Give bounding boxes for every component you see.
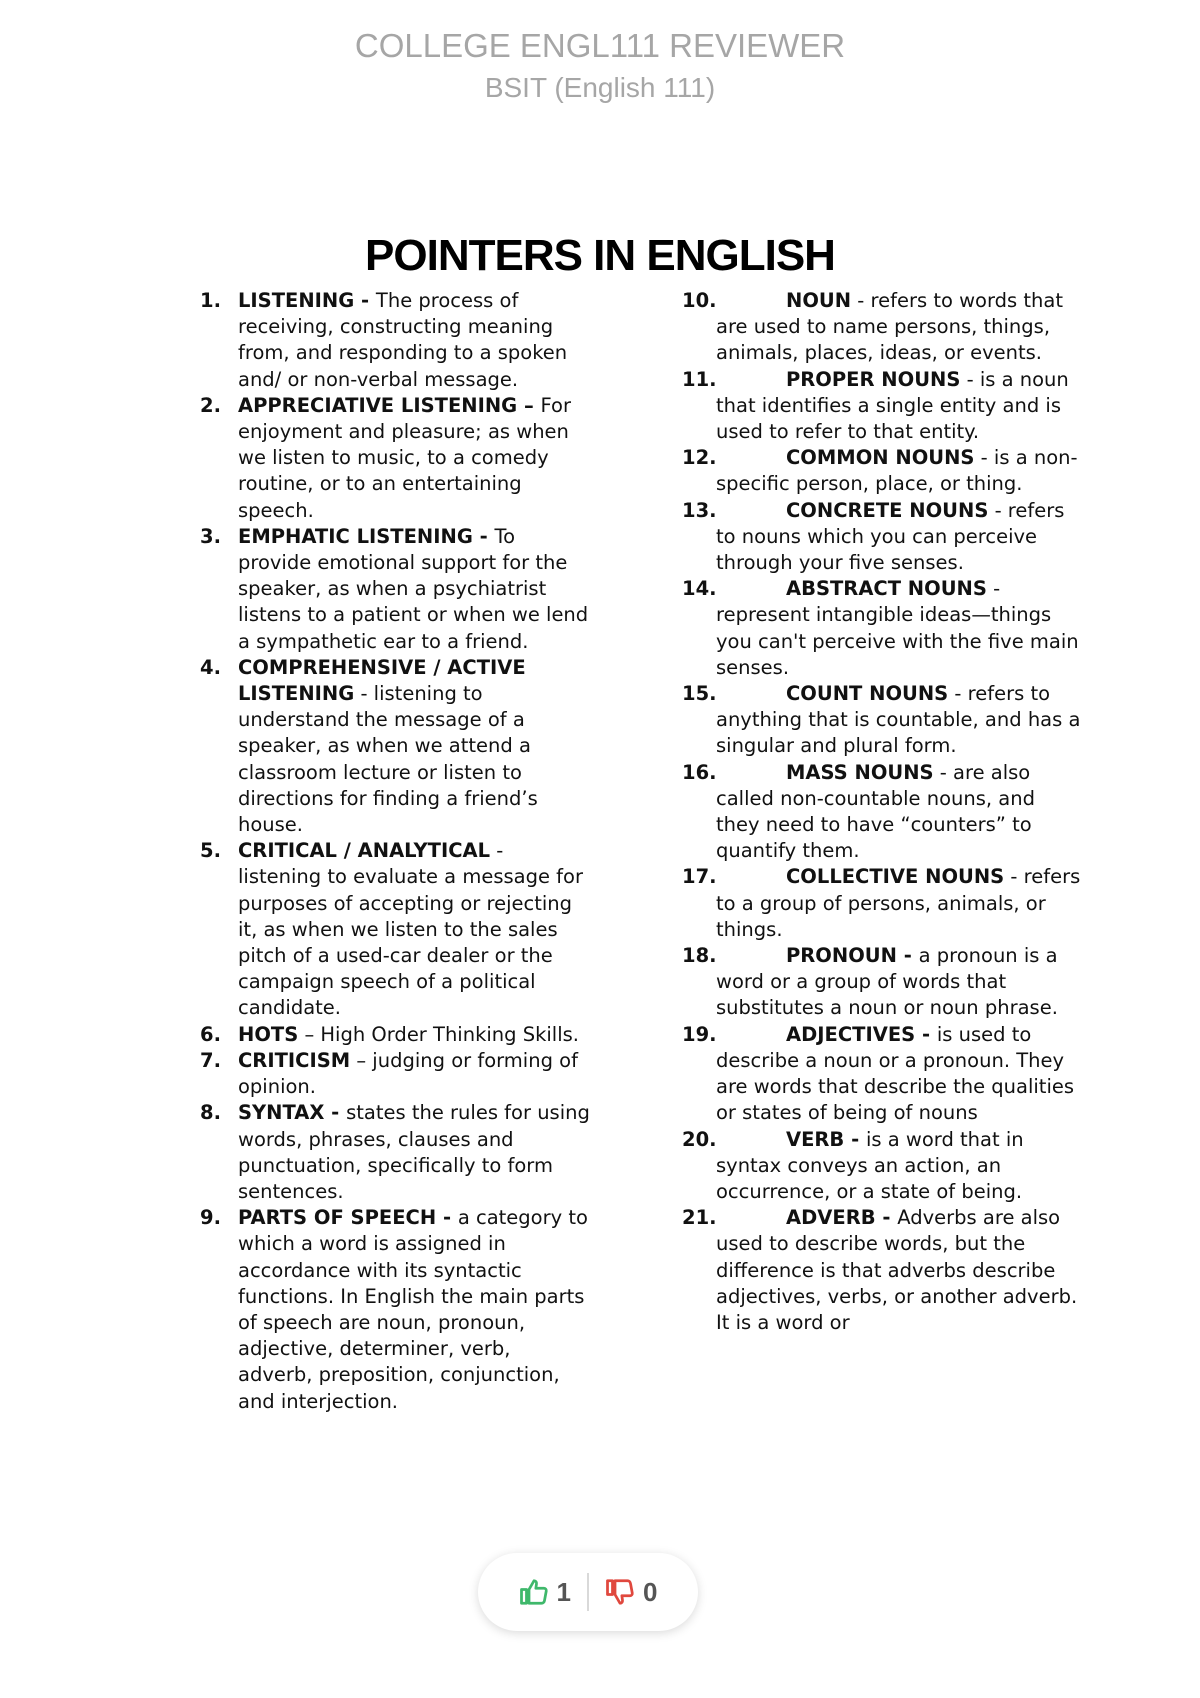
list-item-term: VERB - (786, 1127, 866, 1151)
left-column (200, 288, 590, 1415)
list-item-number: 13. (682, 498, 717, 522)
list-item-number: 15. (682, 682, 717, 706)
vote-bar (478, 1553, 698, 1631)
document-title: COLLEGE ENGL111 REVIEWER (354, 27, 846, 64)
list-item (200, 288, 590, 393)
list-item-number: 21. (682, 1206, 717, 1230)
list-item-definition: - listening to understand the message of a speaker, as when we attend a classroom lecture or listen to directions for finding a friend’s house. (238, 682, 538, 837)
list-item-term: ABSTRACT NOUNS (786, 577, 987, 601)
document-header (0, 24, 1200, 108)
list-item-number: 10. (682, 289, 717, 312)
list-item-definition: is a word that in syntax conveys an action, an occurrence, or a state of being. (716, 1127, 1024, 1203)
list-item-definition: - refers to a group of persons, animals, or things. (716, 865, 1081, 941)
list-item (682, 1127, 1082, 1206)
list-item-definition: For enjoyment and pleasure; as when we listen to music, to a comedy routine, or to an entertaining speech. (238, 393, 571, 522)
list-item-term: PARTS OF SPEECH - (238, 1206, 458, 1230)
list-item-definition: states the rules for using words, phrases, clauses and punctuation, specifically to form sentences. (238, 1101, 590, 1203)
dislike-button[interactable] (589, 1577, 673, 1608)
list-item (200, 1100, 590, 1205)
list-item (200, 1048, 590, 1100)
list-item-number: 4. (200, 655, 221, 679)
list-item-term: ADJECTIVES - (786, 1022, 937, 1046)
list-item-definition: - listening to evaluate a message for purposes of accepting or rejecting it, as when we listen to the sales pitch of a used-car dealer or the campaign speech of a political candidate. (238, 839, 583, 1020)
like-count: 1 (556, 1576, 571, 1607)
list-item-number: 16. (682, 760, 717, 784)
list-item-definition: a category to which a word is assigned in accordance with its syntactic functions. In English the main parts of speech are noun, pronoun, adjective, determiner, verb, adverb, preposition, conjunction, and interjection. (238, 1206, 588, 1413)
list-item-term: ADVERB - (786, 1206, 898, 1230)
list-item-number: 17. (682, 865, 717, 889)
list-item-term: NOUN (786, 289, 852, 312)
list-item-number: 8. (200, 1101, 221, 1125)
list-item (200, 1022, 590, 1048)
list-item-term: CRITICAL / ANALYTICAL (238, 839, 491, 863)
list-item-number: 3. (200, 524, 221, 548)
list-item-term: COLLECTIVE NOUNS (786, 865, 1005, 889)
list-item-term: APPRECIATIVE LISTENING – (238, 393, 541, 417)
list-item (682, 367, 1082, 446)
list-item (682, 1022, 1082, 1127)
list-item (682, 576, 1082, 681)
list-item (200, 655, 590, 838)
list-item-definition: Adverbs are also used to describe words, but the difference is that adverbs describe adjectives, verbs, or another adverb. It is a word or (716, 1206, 1078, 1334)
list-item-term: MASS NOUNS (786, 760, 934, 784)
list-item-term: EMPHATIC LISTENING - (238, 524, 495, 548)
list-item-number: 5. (200, 839, 221, 863)
list-item (200, 393, 590, 524)
list-item-number: 14. (682, 577, 717, 601)
list-item-definition: - refers to nouns which you can perceive through your five senses. (716, 498, 1065, 575)
list-item-term: SYNTAX - (238, 1101, 347, 1125)
list-item-number: 1. (200, 289, 221, 312)
list-item-term: COMPREHENSIVE / ACTIVE LISTENING (238, 655, 526, 706)
list-item-definition: a pronoun is a word or a group of words that substitutes a noun or noun phrase. (716, 944, 1058, 1020)
list-item-definition: - is a non-specific person, place, or thing. (716, 446, 1078, 496)
list-item (682, 445, 1082, 497)
like-button[interactable] (503, 1577, 587, 1608)
list-item-definition: - are also called non-countable nouns, and they need to have “counters” to quantify them. (716, 760, 1035, 863)
list-item-term: LISTENING - (238, 289, 376, 312)
list-item (682, 288, 1082, 367)
list-item-number: 2. (200, 393, 221, 417)
list-item-term: CRITICISM (238, 1048, 351, 1072)
list-item-definition: - is a noun that identifies a single entity and is used to refer to that entity. (716, 367, 1069, 444)
right-column (682, 288, 1082, 1336)
list-item-number: 12. (682, 446, 717, 470)
list-item (200, 524, 590, 655)
list-item-definition: The process of receiving, constructing meaning from, and responding to a spoken and/ or non-verbal message. (238, 289, 568, 391)
list-item-number: 18. (682, 944, 717, 968)
list-item-number: 9. (200, 1206, 221, 1230)
list-item (200, 1205, 590, 1415)
list-item-number: 20. (682, 1127, 717, 1151)
list-item (682, 681, 1082, 760)
list-item-term: HOTS (238, 1022, 299, 1046)
page-heading: POINTERS IN ENGLISH (365, 231, 835, 280)
list-item-definition: - refers to anything that is countable, and has a singular and plural form. (716, 682, 1081, 758)
list-item-term: COMMON NOUNS (786, 446, 975, 470)
document-subtitle: BSIT (English 111) (484, 72, 716, 103)
list-item-number: 11. (682, 367, 717, 391)
list-item (682, 760, 1082, 865)
list-item-term: PRONOUN - (786, 944, 919, 968)
list-item-definition: – judging or forming of opinion. (238, 1048, 578, 1099)
list-item (682, 1205, 1082, 1336)
list-item (200, 838, 590, 1021)
thumbs-down-icon (605, 1577, 635, 1607)
list-item-definition: - refers to words that are used to name persons, things, animals, places, ideas, or events. (716, 289, 1063, 365)
list-item-number: 19. (682, 1022, 717, 1046)
list-item-number: 6. (200, 1022, 221, 1046)
dislike-count: 0 (643, 1576, 658, 1607)
list-item-definition: - represent intangible ideas—things you can't perceive with the five main senses. (716, 577, 1079, 679)
list-item-term: COUNT NOUNS (786, 682, 949, 706)
list-item-definition: – High Order Thinking Skills. (298, 1022, 580, 1046)
list-item-term: CONCRETE NOUNS (786, 498, 989, 522)
list-item (682, 498, 1082, 577)
list-item-number: 7. (200, 1048, 221, 1072)
list-item (682, 864, 1082, 943)
list-item (682, 943, 1082, 1022)
list-item-term: PROPER NOUNS (786, 367, 961, 391)
list-item-definition: is used to describe a noun or a pronoun. They are words that describe the qualities or states of being of nouns (716, 1022, 1075, 1125)
list-item-definition: To provide emotional support for the speaker, as when a psychiatrist listens to a patient or when we lend a sympathetic ear to a friend. (238, 524, 589, 653)
thumbs-up-icon (519, 1577, 549, 1607)
